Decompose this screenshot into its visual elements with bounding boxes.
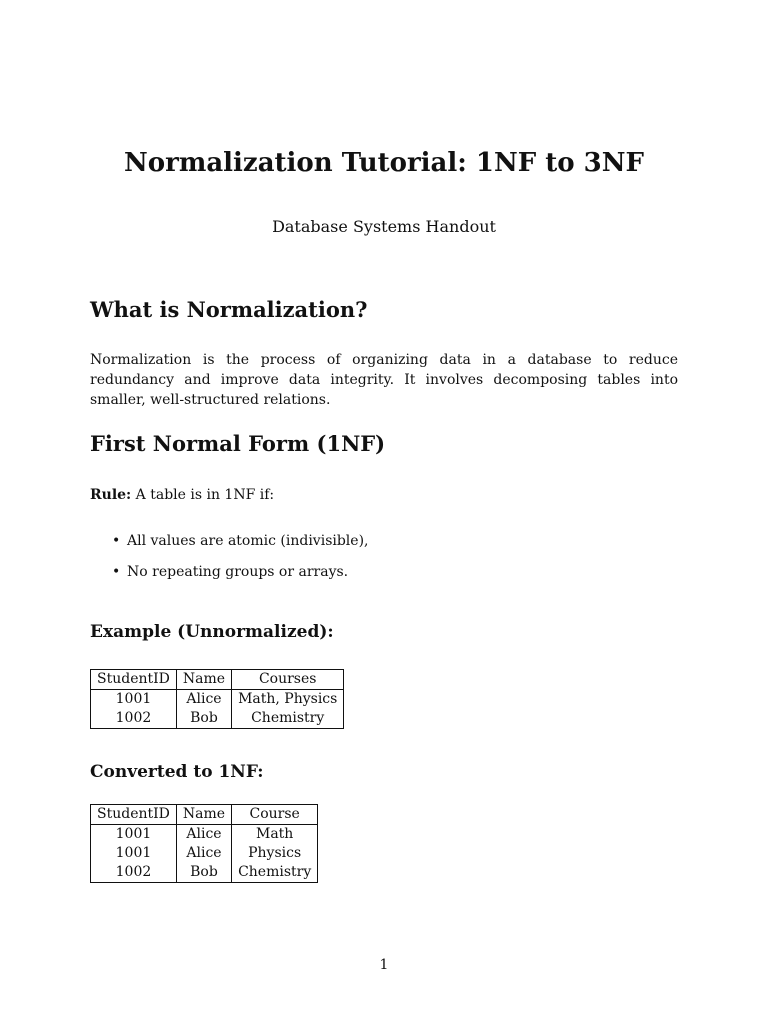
- rule-label: Rule:: [90, 487, 132, 503]
- column-header: Name: [176, 670, 231, 690]
- converted-1nf-heading: Converted to 1NF:: [90, 762, 264, 782]
- table-cell: Bob: [176, 863, 231, 883]
- bullet-glyph: •: [112, 533, 121, 549]
- column-header: Courses: [232, 670, 344, 690]
- table-cell: Chemistry: [232, 863, 318, 883]
- page-number: 1: [379, 957, 389, 973]
- rule-bullet-list: [90, 531, 369, 593]
- table-cell: Alice: [176, 690, 231, 710]
- page-subtitle: Database Systems Handout: [272, 217, 496, 236]
- list-item: [90, 531, 369, 551]
- table-cell: Alice: [176, 825, 231, 845]
- table-cell: Math, Physics: [232, 690, 344, 710]
- column-header: StudentID: [91, 805, 177, 825]
- rule-statement: [90, 485, 274, 505]
- table-cell: 1002: [91, 863, 177, 883]
- list-item: [90, 562, 369, 582]
- page-title: Normalization Tutorial: 1NF to 3NF: [124, 148, 644, 178]
- section-heading-1nf: First Normal Form (1NF): [90, 431, 386, 456]
- table-header-row: [91, 670, 344, 690]
- list-item-text: No repeating groups or arrays.: [127, 564, 349, 580]
- rule-text: A table is in 1NF if:: [135, 487, 275, 503]
- table-row: [91, 825, 318, 845]
- section-heading-what-is-normalization: What is Normalization?: [90, 297, 368, 322]
- table-cell: 1001: [91, 690, 177, 710]
- table-cell: Chemistry: [232, 709, 344, 729]
- section-paragraph-normalization: Normalization is the process of organizing data in a database to reduce redundancy and improve data integrity. It involves decomposing tables into smaller, well-structured relations.: [90, 352, 678, 408]
- example-unnormalized-heading: Example (Unnormalized):: [90, 622, 334, 642]
- table-row: [91, 690, 344, 710]
- table-cell: Math: [232, 825, 318, 845]
- table-cell: 1001: [91, 844, 177, 863]
- list-item-text: All values are atomic (indivisible),: [127, 533, 369, 549]
- column-header: StudentID: [91, 670, 177, 690]
- table-row: [91, 709, 344, 729]
- table-header-row: [91, 805, 318, 825]
- table-cell: 1001: [91, 825, 177, 845]
- table-row: [91, 863, 318, 883]
- column-header: Name: [176, 805, 231, 825]
- unnormalized-table: [90, 669, 344, 729]
- first-normal-form-table: [90, 804, 318, 883]
- table-row: [91, 844, 318, 863]
- table-cell: Physics: [232, 844, 318, 863]
- table-cell: Bob: [176, 709, 231, 729]
- column-header: Course: [232, 805, 318, 825]
- bullet-glyph: •: [112, 564, 121, 580]
- table-cell: Alice: [176, 844, 231, 863]
- table-cell: 1002: [91, 709, 177, 729]
